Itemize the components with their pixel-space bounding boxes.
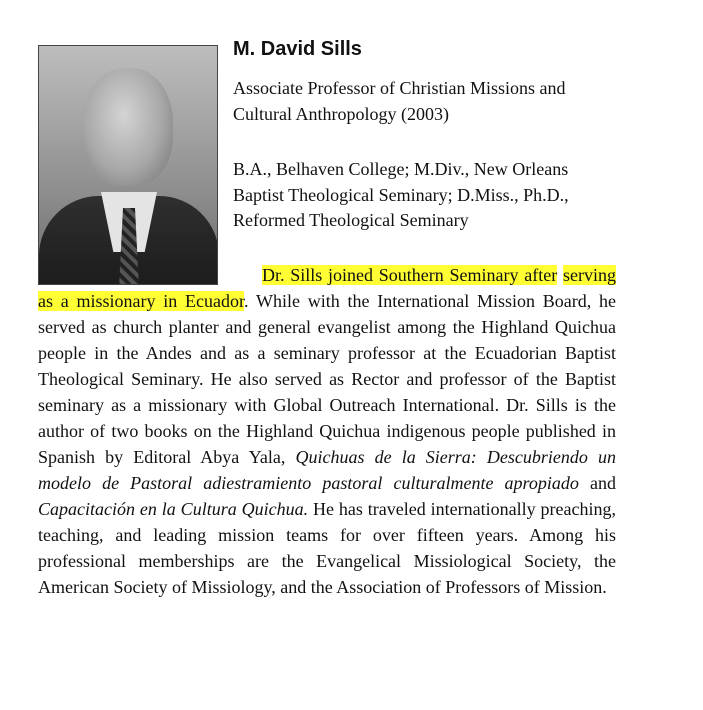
bio-text: and [578,473,616,493]
bio-paragraph [38,262,616,600]
profile-degrees [233,157,569,234]
bio-text: . While with the International Mission Board, he served as church planter and general evangelist among the Highland Quichua people in the Andes and as a seminary professor at the Ecuadorian Baptist Theological Seminary. He also served as Rector and professor of the Baptist seminary as a missionary with Global Outreach International. Dr. Sills is the author of two books on the Highland Quichua indigenous people published in Spanish by Editoral Abya Yala, [38,291,616,467]
book-title: Capacitación en la Cultura Quichua. [38,499,309,519]
book-title: Quichuas de la Sierra: Descubriendo un modelo de Pastoral adiestramiento pastoral culturalmente apropiado [38,447,616,493]
degree-line: Reformed Theological Seminary [233,210,469,230]
photo-face [83,68,173,186]
title-line: Cultural Anthropology (2003) [233,103,449,124]
bio-highlight-line-2: serving as a missionary in Ecuador [38,265,616,311]
title-line: Associate Professor of Christian Missions and [233,78,566,98]
bio-highlight-line-1: Dr. Sills joined Southern Seminary after [262,265,558,285]
profile-name: M. David Sills [233,38,362,60]
degree-line: B.A., Belhaven College; M.Div., New Orleans [233,159,569,179]
profile-title [233,76,565,127]
bio-text: He has traveled internationally preaching, teaching, and leading mission teams for over fifteen years. Among his professional memberships are the Evangelical Missiological Society, the American Society of Missiology, and the Association of Professors of Mission. [38,499,616,597]
portrait-photo [38,45,218,285]
degree-line: Baptist Theological Seminary; D.Miss., Ph.D., [233,184,569,205]
